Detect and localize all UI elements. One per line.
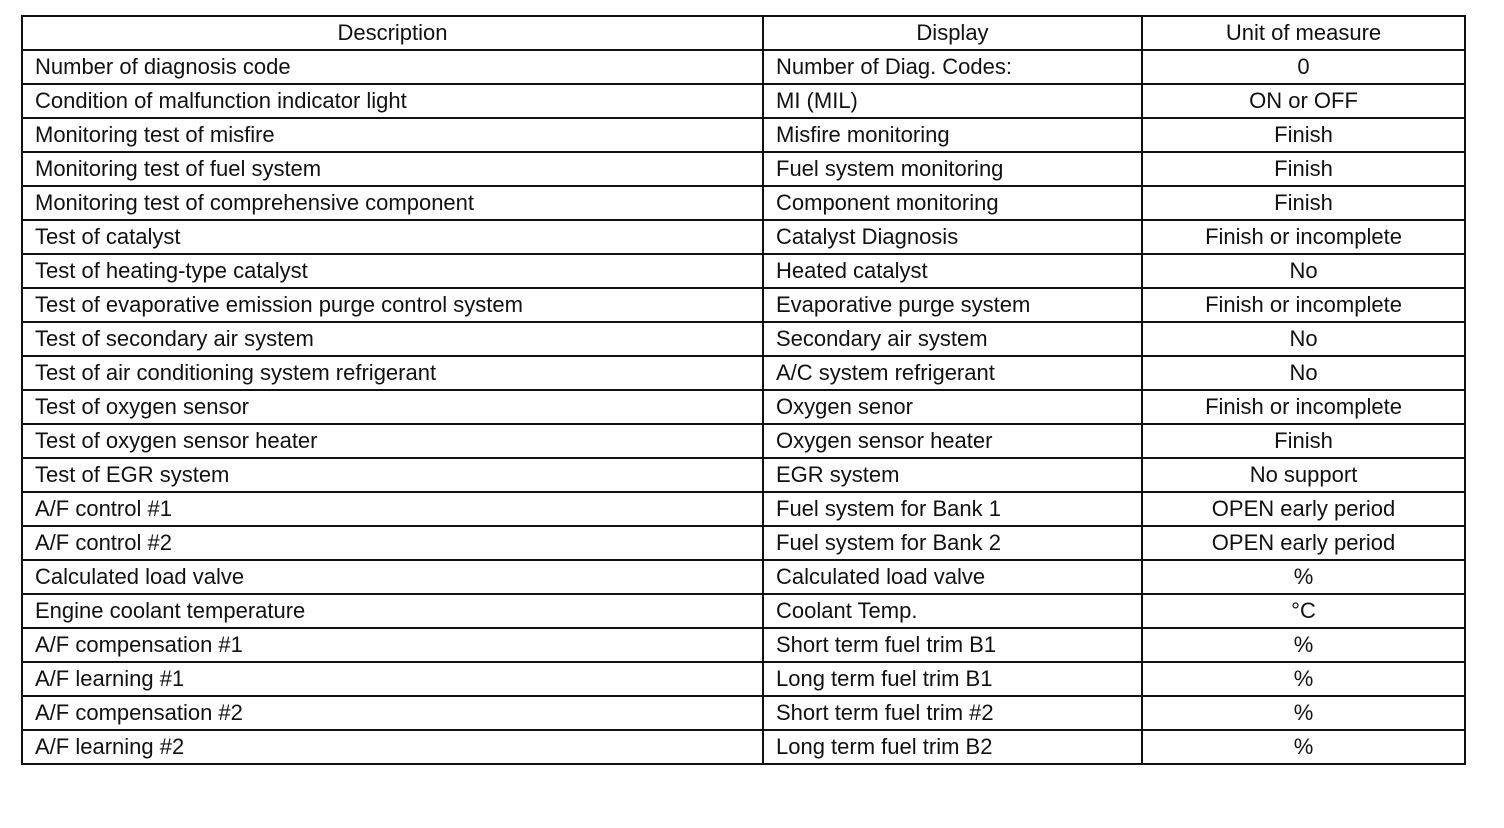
table-row	[22, 696, 1465, 730]
cell-unit: 0	[1142, 50, 1465, 84]
cell-display: Short term fuel trim #2	[763, 696, 1142, 730]
cell-description: Monitoring test of fuel system	[22, 152, 763, 186]
cell-description: Monitoring test of misfire	[22, 118, 763, 152]
cell-description: Test of EGR system	[22, 458, 763, 492]
cell-display: Catalyst Diagnosis	[763, 220, 1142, 254]
cell-unit: No	[1142, 254, 1465, 288]
cell-unit: %	[1142, 696, 1465, 730]
cell-description: Test of heating-type catalyst	[22, 254, 763, 288]
cell-description: A/F control #1	[22, 492, 763, 526]
cell-unit: No	[1142, 322, 1465, 356]
cell-display: Heated catalyst	[763, 254, 1142, 288]
cell-display: Oxygen sensor heater	[763, 424, 1142, 458]
header-unit-of-measure: Unit of measure	[1142, 16, 1465, 50]
cell-display: A/C system refrigerant	[763, 356, 1142, 390]
diagnosis-table	[21, 15, 1466, 765]
cell-display: Number of Diag. Codes:	[763, 50, 1142, 84]
cell-display: Fuel system for Bank 1	[763, 492, 1142, 526]
table-row	[22, 526, 1465, 560]
cell-description: Condition of malfunction indicator light	[22, 84, 763, 118]
cell-unit: Finish	[1142, 152, 1465, 186]
table-row	[22, 50, 1465, 84]
table-row	[22, 356, 1465, 390]
cell-display: Calculated load valve	[763, 560, 1142, 594]
table-row	[22, 254, 1465, 288]
cell-display: Long term fuel trim B1	[763, 662, 1142, 696]
cell-description: Test of oxygen sensor	[22, 390, 763, 424]
cell-unit: %	[1142, 560, 1465, 594]
cell-display: MI (MIL)	[763, 84, 1142, 118]
cell-description: Monitoring test of comprehensive component	[22, 186, 763, 220]
cell-unit: °C	[1142, 594, 1465, 628]
cell-unit: Finish or incomplete	[1142, 390, 1465, 424]
cell-unit: No	[1142, 356, 1465, 390]
cell-display: Coolant Temp.	[763, 594, 1142, 628]
table-row	[22, 186, 1465, 220]
table-row	[22, 560, 1465, 594]
table-row	[22, 424, 1465, 458]
cell-unit: ON or OFF	[1142, 84, 1465, 118]
cell-display: Secondary air system	[763, 322, 1142, 356]
cell-description: Test of catalyst	[22, 220, 763, 254]
cell-display: Misfire monitoring	[763, 118, 1142, 152]
cell-display: Long term fuel trim B2	[763, 730, 1142, 764]
cell-description: A/F control #2	[22, 526, 763, 560]
table-row	[22, 288, 1465, 322]
cell-description: Number of diagnosis code	[22, 50, 763, 84]
table-row	[22, 118, 1465, 152]
cell-display: Evaporative purge system	[763, 288, 1142, 322]
cell-display: Component monitoring	[763, 186, 1142, 220]
cell-description: Engine coolant temperature	[22, 594, 763, 628]
cell-display: Fuel system for Bank 2	[763, 526, 1142, 560]
table-row	[22, 628, 1465, 662]
cell-unit: OPEN early period	[1142, 526, 1465, 560]
header-display: Display	[763, 16, 1142, 50]
cell-unit: OPEN early period	[1142, 492, 1465, 526]
table-body	[22, 50, 1465, 764]
cell-display: Oxygen senor	[763, 390, 1142, 424]
table-row	[22, 390, 1465, 424]
header-description: Description	[22, 16, 763, 50]
cell-description: Test of evaporative emission purge control system	[22, 288, 763, 322]
cell-unit: Finish or incomplete	[1142, 288, 1465, 322]
cell-unit: Finish	[1142, 118, 1465, 152]
cell-description: A/F learning #1	[22, 662, 763, 696]
cell-unit: Finish or incomplete	[1142, 220, 1465, 254]
cell-description: A/F compensation #2	[22, 696, 763, 730]
cell-unit: %	[1142, 628, 1465, 662]
diagnosis-table-container	[21, 15, 1464, 765]
cell-description: A/F compensation #1	[22, 628, 763, 662]
cell-unit: Finish	[1142, 424, 1465, 458]
table-row	[22, 152, 1465, 186]
cell-description: Test of oxygen sensor heater	[22, 424, 763, 458]
table-row	[22, 730, 1465, 764]
table-row	[22, 84, 1465, 118]
cell-description: Test of secondary air system	[22, 322, 763, 356]
cell-description: Test of air conditioning system refrigerant	[22, 356, 763, 390]
table-row	[22, 594, 1465, 628]
cell-description: Calculated load valve	[22, 560, 763, 594]
table-row	[22, 458, 1465, 492]
cell-unit: Finish	[1142, 186, 1465, 220]
cell-unit: %	[1142, 730, 1465, 764]
cell-display: Short term fuel trim B1	[763, 628, 1142, 662]
table-row	[22, 492, 1465, 526]
cell-unit: %	[1142, 662, 1465, 696]
table-row	[22, 220, 1465, 254]
cell-unit: No support	[1142, 458, 1465, 492]
table-header-row	[22, 16, 1465, 50]
cell-display: EGR system	[763, 458, 1142, 492]
table-row	[22, 662, 1465, 696]
table-row	[22, 322, 1465, 356]
cell-display: Fuel system monitoring	[763, 152, 1142, 186]
cell-description: A/F learning #2	[22, 730, 763, 764]
